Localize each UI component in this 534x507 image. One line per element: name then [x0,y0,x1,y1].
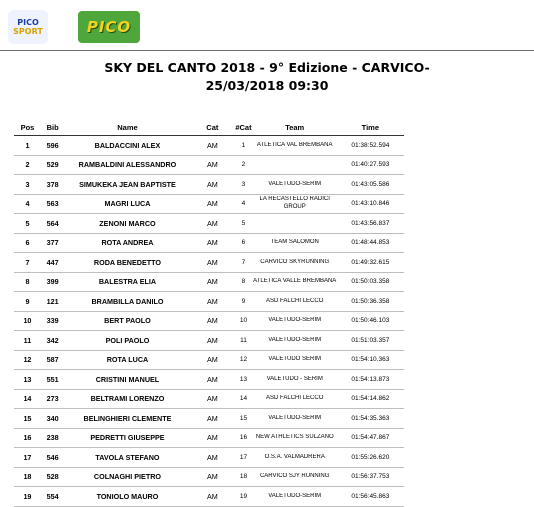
cell-bib: 339 [46,316,59,326]
table-row [14,175,404,195]
cell-cat: AM [206,179,218,189]
cell-name: MAGRI LUCA [104,199,151,209]
cell-cat-rank: 19 [239,492,248,500]
cell-cat-rank: 17 [239,453,248,461]
cell-team: O.S.A. VALMADRERA [264,453,325,460]
cell-cat-rank: 5 [241,219,246,227]
cell-cat: AM [206,472,218,482]
cell-team: NEW ATHLETICS SULZANO [255,434,334,440]
cell-time: 01:40:27.593 [351,161,390,169]
cell-team: VALETUDO-SERIM [268,180,322,187]
cell-time: 01:50:46.103 [351,317,390,325]
cell-bib: 564 [46,218,59,228]
cell-pos: 14 [23,394,32,404]
table-row [14,273,404,293]
cell-pos: 16 [23,433,32,443]
cell-cat: AM [206,257,218,267]
cell-cat: AM [206,452,218,462]
cell-pos: 4 [25,199,30,209]
cell-team: VALETUDO-SERIM [268,317,322,323]
cell-pos: 15 [23,413,32,423]
cell-team: VALETUDO - SERIM [266,375,323,382]
table-row [14,195,404,215]
cell-cat: AM [206,238,218,248]
cell-team: ASD FALCHI LECCO [266,395,324,401]
cell-pos: 8 [25,277,30,287]
cell-cat-rank: 8 [241,278,246,286]
cell-name: PEDRETTI GIUSEPPE [90,433,165,443]
cell-time: 01:54:47.867 [351,434,390,442]
cell-name: ROTA ANDREA [101,238,154,248]
table-row [14,234,404,254]
cell-bib: 238 [46,433,59,443]
table-row [14,312,404,332]
cell-name: RAMBALDINI ALESSANDRO [78,160,177,170]
cell-time: 01:54:14.862 [351,395,390,403]
cell-cat-rank: 16 [239,434,248,442]
cell-team: VALETUDO-SERIM [268,414,322,421]
cell-time: 01:43:10.846 [351,200,390,208]
cell-time: 01:54:10.363 [351,356,390,364]
cell-pos: 3 [25,179,30,189]
cell-time: 01:51:03.357 [351,336,390,344]
cell-team: TEAM SALOMON [270,239,319,245]
table-row [14,429,404,449]
cell-pos: 6 [25,238,30,248]
cell-bib: 554 [46,491,59,501]
cell-name: BERT PAOLO [104,316,151,326]
table-row [14,409,404,429]
cell-team: VALETUDO-SERIM [268,492,322,499]
event-title: SKY DEL CANTO 2018 - 9° Edizione - CARVICO- [104,60,430,75]
cell-time: 01:50:03.358 [351,278,390,286]
cell-name: TONIOLO MAURO [96,491,159,501]
cell-pos: 9 [25,296,30,306]
cell-name: ROTA LUCA [106,355,149,365]
cell-cat: AM [206,296,218,306]
table-row [14,136,404,156]
cell-bib: 587 [46,355,59,365]
cell-cat: AM [206,335,218,345]
cell-pos: 13 [23,374,32,384]
cell-name: BRAMBILLA DANILO [91,296,164,306]
cell-time: 01:43:56.837 [351,219,390,227]
cell-pos: 18 [23,472,32,482]
cell-team: ATLETICA VAL BREMBANA [256,141,333,148]
header-time: Time [361,123,380,132]
cell-cat: AM [206,277,218,287]
cell-bib: 399 [46,277,59,287]
results-table [14,120,404,507]
table-row [14,331,404,351]
cell-bib: 546 [46,452,59,462]
table-body [14,136,404,507]
cell-cat: AM [206,316,218,326]
picosport-logo-text-top: PICO [17,18,39,27]
table-row [14,448,404,468]
cell-name: POLI PAOLO [105,335,150,345]
picosport-logo [8,10,48,44]
cell-cat-rank: 7 [241,258,246,266]
cell-bib: 447 [46,257,59,267]
cell-time: 01:54:35.363 [351,414,390,422]
cell-time: 01:50:36.358 [351,297,390,305]
cell-team: CARVICO SJY RUNNING [259,473,330,479]
cell-pos: 5 [25,218,30,228]
cell-name: BELTRAMI LORENZO [90,394,165,404]
cell-name: SIMUKEKA JEAN BAPTISTE [79,179,176,189]
cell-bib: 528 [46,472,59,482]
cell-team: CARVICO SKYRUNNING [260,258,330,265]
cell-cat: AM [206,374,218,384]
cell-pos: 7 [25,257,30,267]
cell-cat: AM [206,160,218,170]
cell-time: 01:48:44.853 [351,239,390,247]
cell-cat-rank: 3 [241,180,246,188]
table-row [14,156,404,176]
cell-time: 01:56:45.863 [351,492,390,500]
cell-team: LA RECASTELLO RADICI GROUP [259,196,330,210]
table-row [14,214,404,234]
cell-name: COLNAGHI PIETRO [93,472,161,482]
cell-name: TAVOLA STEFANO [95,452,160,462]
cell-name: BALDACCINI ALEX [94,140,161,150]
cell-name: RODA BENEDETTO [93,257,161,267]
header-cat-rank: #Cat [235,123,252,132]
table-row [14,468,404,488]
cell-cat: AM [206,140,218,150]
cell-cat-rank: 14 [239,395,248,403]
cell-team: VALETUDO-SERIM [268,336,322,343]
cell-pos: 12 [23,355,32,365]
cell-cat-rank: 11 [240,336,247,344]
cell-name: ZENONI MARCO [99,218,156,228]
cell-time: 01:56:37.753 [351,473,390,481]
table-header [14,120,404,136]
cell-bib: 596 [46,140,59,150]
cell-cat-rank: 2 [241,161,246,169]
table-row [14,370,404,390]
cell-bib: 273 [46,394,59,404]
cell-pos: 10 [23,316,32,326]
cell-cat: AM [206,413,218,423]
cell-cat-rank: 12 [239,356,248,364]
header-team: Team [285,123,305,132]
cell-team: ASD FALCHI LECCO [266,297,324,304]
cell-time: 01:43:05.586 [351,180,390,188]
cell-pos: 17 [23,452,32,462]
cell-bib: 342 [46,335,59,345]
event-date-time: 25/03/2018 09:30 [205,78,329,93]
cell-pos: 19 [23,491,32,501]
table-row [14,390,404,410]
cell-cat-rank: 4 [241,200,246,208]
table-row [14,253,404,273]
picosport-logo-text-bottom: SPORT [13,27,43,36]
cell-team: VALETUDO SERIM [268,356,321,362]
cell-pos: 2 [25,160,30,170]
cell-cat-rank: 9 [241,297,246,305]
header-divider [0,50,534,51]
cell-time: 01:55:26.620 [351,453,390,461]
cell-cat: AM [206,491,218,501]
cell-name: CRISTINI MANUEL [95,374,160,384]
table-row [14,292,404,312]
cell-cat-rank: 15 [239,414,248,422]
cell-bib: 377 [46,238,59,248]
cell-bib: 563 [46,199,59,209]
cell-cat-rank: 13 [239,375,248,383]
cell-name: BELINGHIERI CLEMENTE [83,413,172,423]
cell-cat: AM [206,355,218,365]
cell-time: 01:49:32.615 [351,258,390,266]
header-name: Name [117,123,138,132]
cell-bib: 378 [46,179,59,189]
table-row [14,351,404,371]
cell-pos: 11 [23,335,32,345]
cell-time: 01:38:52.594 [351,141,390,149]
cell-cat-rank: 10 [239,317,248,325]
cell-bib: 529 [46,160,59,170]
cell-pos: 1 [25,140,30,150]
cell-cat: AM [206,394,218,404]
cell-bib: 551 [46,374,59,384]
cell-bib: 121 [46,296,59,306]
cell-cat: AM [206,199,218,209]
cell-cat-rank: 1 [241,141,246,149]
cell-cat-rank: 18 [239,473,248,481]
header-cat: Cat [206,123,219,132]
cell-cat: AM [206,218,218,228]
header-bib: Bib [46,123,59,132]
cell-cat-rank: 6 [241,239,246,247]
pico-logo-text: PICO [86,18,132,36]
table-row [14,487,404,507]
cell-time: 01:54:13.873 [351,375,390,383]
cell-name: BALESTRA ELIA [98,277,157,287]
pico-logo [78,11,140,43]
cell-team: ATLETICA VALLE BREMBANA [253,278,337,284]
cell-bib: 340 [46,413,59,423]
cell-cat: AM [206,433,218,443]
header-pos: Pos [20,123,35,132]
